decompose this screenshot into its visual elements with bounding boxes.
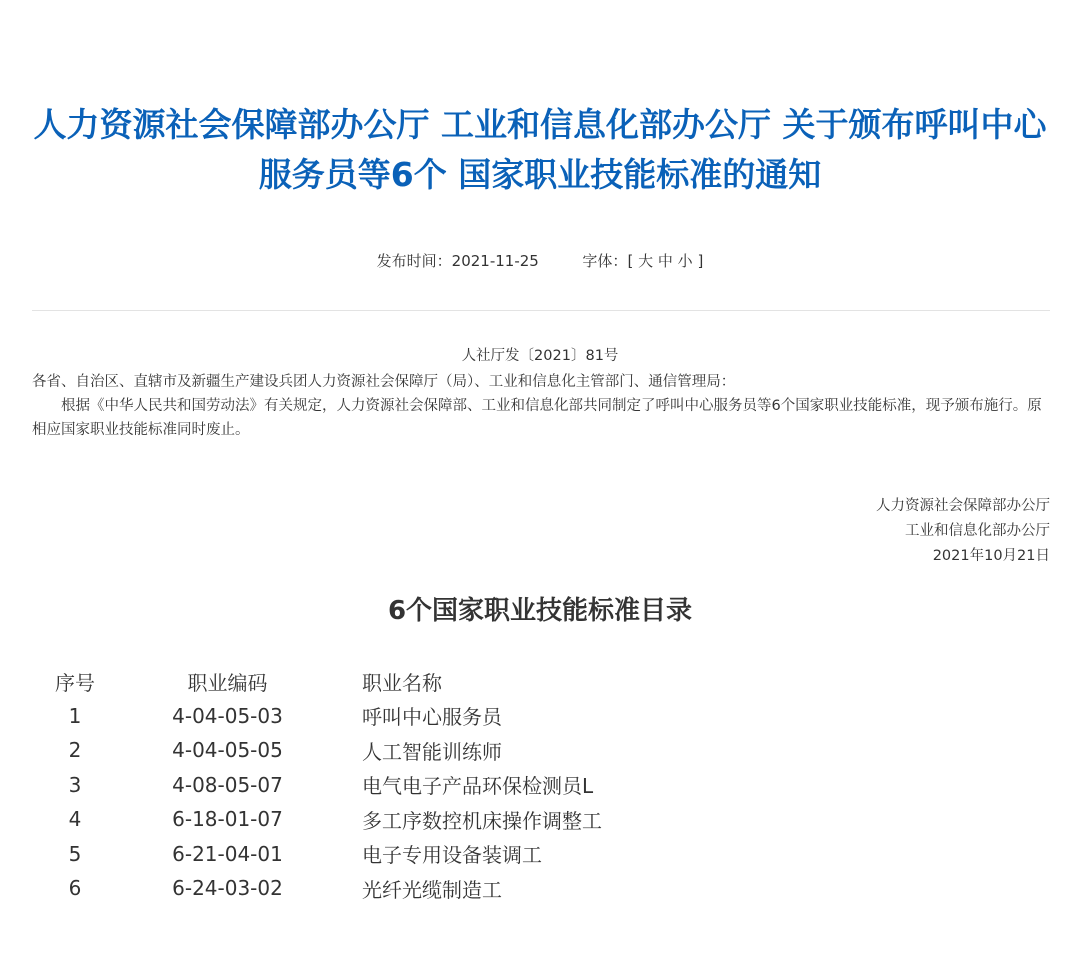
font-bracket-close: ]: [697, 252, 704, 270]
row-index: 4: [68, 807, 82, 832]
catalog-title: 6个国家职业技能标准目录: [387, 596, 693, 626]
header-code: 职业编码: [187, 670, 268, 695]
font-size-large-link[interactable]: 大: [638, 252, 654, 270]
table-row: [30, 768, 790, 803]
table-row: [30, 837, 790, 872]
document-body: [32, 370, 1050, 442]
row-name: 呼叫中心服务员: [362, 705, 502, 730]
font-size-label: 字体：: [582, 252, 628, 270]
recipients: 各省、自治区、直辖市及新疆生产建设兵团人力资源社会保障厅（局）、工业和信息化主管部门、通信管理局：: [32, 374, 736, 390]
row-code: 4-04-05-05: [172, 738, 283, 763]
row-index: 2: [68, 738, 82, 763]
table-row: [30, 733, 790, 768]
article-meta: [0, 250, 1080, 271]
row-code: 6-18-01-07: [172, 807, 283, 832]
header-name: 职业名称: [362, 670, 442, 695]
body-paragraph: 根据《中华人民共和国劳动法》有关规定，人力资源社会保障部、工业和信息化部共同制定了呼叫中心服务员等6个国家职业技能标准，现予颁布施行。原相应国家职业技能标准同时废止。: [32, 398, 1042, 438]
table-row: [30, 699, 790, 734]
issue-date: 2021年10月21日: [932, 548, 1050, 564]
row-code: 4-04-05-03: [172, 703, 283, 728]
divider: [32, 310, 1050, 311]
row-name: 电气电子产品环保检测员L: [362, 774, 594, 799]
font-bracket-open: [: [627, 252, 634, 270]
row-code: 4-08-05-07: [172, 772, 283, 797]
row-name: 人工智能训练师: [362, 739, 502, 764]
signature-block: [650, 494, 1050, 569]
header-index: 序号: [55, 670, 95, 695]
table-row: [30, 802, 790, 837]
issuer-2: 工业和信息化部办公厅: [905, 523, 1050, 539]
row-index: 3: [68, 772, 82, 797]
document-number: 人社厅发〔2021〕81号: [461, 348, 619, 364]
issuer-1: 人力资源社会保障部办公厅: [876, 498, 1050, 514]
publish-date: 2021-11-25: [451, 252, 539, 270]
row-name: 电子专用设备装调工: [362, 843, 542, 868]
table-header-row: [30, 664, 790, 699]
font-size-medium-link[interactable]: 中: [657, 252, 673, 270]
font-size-control: [582, 252, 703, 270]
row-index: 1: [68, 703, 82, 728]
table-row: [30, 871, 790, 906]
page-title: 人力资源社会保障部办公厅 工业和信息化部办公厅 关于颁布呼叫中心服务员等6个 国家职业技能标准的通知: [33, 105, 1047, 194]
row-code: 6-21-04-01: [172, 841, 283, 866]
publish-label: 发布时间：: [376, 252, 452, 270]
row-index: 5: [68, 841, 82, 866]
row-name: 光纤光缆制造工: [362, 877, 502, 902]
catalog-table: [30, 664, 790, 906]
row-index: 6: [68, 876, 82, 901]
row-code: 6-24-03-02: [172, 876, 283, 901]
font-size-small-link[interactable]: 小: [677, 252, 693, 270]
row-name: 多工序数控机床操作调整工: [362, 808, 602, 833]
